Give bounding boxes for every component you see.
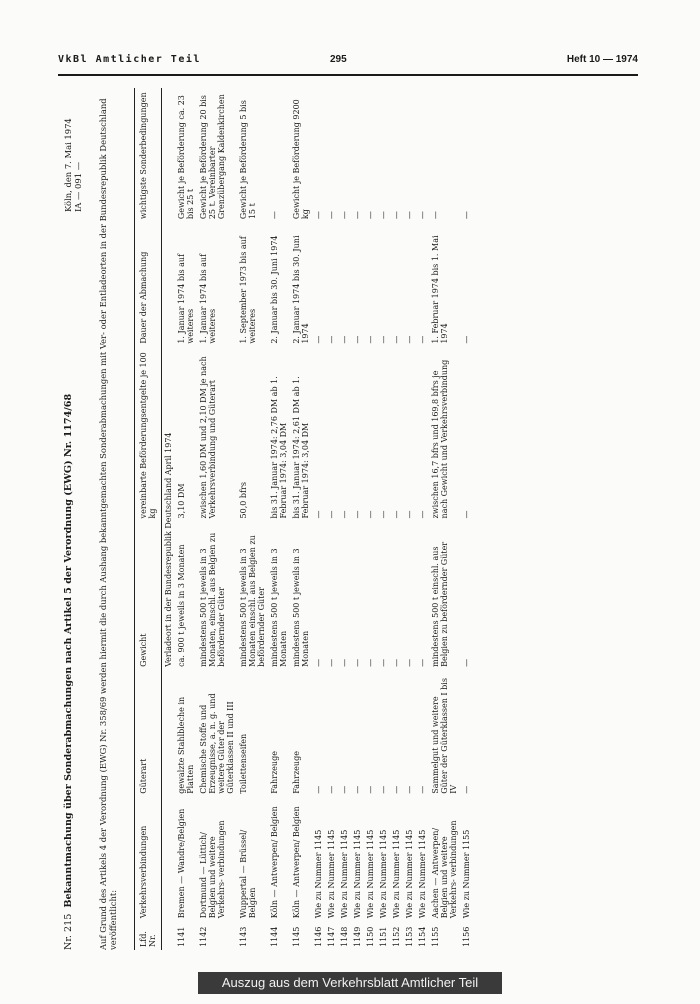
cell-verb: Wie zu Nummer 1145 — [405, 829, 414, 919]
cell-nr: 1153 — [405, 926, 414, 947]
table-row — [197, 88, 237, 950]
cell-nr: 1143 — [239, 926, 248, 947]
cell-nr: 1141 — [177, 926, 186, 947]
cell-sond: — — [418, 211, 427, 220]
cell-gew: mindestens 500 t jeweils in 3 Monaten einschl. aus Belgien zu befördernder Güter — [239, 535, 266, 667]
cell-nr: 1145 — [292, 926, 301, 947]
cell-ent: — — [340, 510, 349, 519]
cell-dauer: — — [462, 335, 471, 344]
cell-ent: bis 31. Januar 1974: 2,61 DM ab 1. Februar 1974: 3,04 DM — [292, 376, 310, 519]
cell-nr: 1152 — [392, 926, 401, 947]
col-header-entgelte: vereinbarte Beförderungsentgelte je 100 kg — [135, 347, 162, 522]
cell-gew: mindestens 500 t einschl. aus Belgien zu befördernder Güter — [431, 541, 449, 667]
cell-sond: Gewicht je Beförderung 9200 kg — [292, 99, 310, 220]
cell-gut: Chemische Stoffe und Erzeugnisse, a. n. g. und weitere Güter der Güterklassen II und III — [199, 693, 235, 794]
cell-dauer: 1. September 1973 bis auf weiteres — [239, 236, 257, 344]
cell-gew: — — [405, 658, 414, 667]
cell-sond: — — [392, 211, 401, 220]
cell-nr: 1148 — [340, 926, 349, 947]
cell-dauer: — — [366, 335, 375, 344]
document-title — [64, 394, 73, 950]
cell-gew: — — [314, 658, 323, 667]
table-row — [290, 88, 312, 950]
cell-sond: — — [270, 211, 279, 220]
cell-sond: — — [462, 211, 471, 220]
cell-gut: Fahrzeuge — [292, 751, 301, 794]
cell-gut: — — [353, 785, 362, 794]
header-issue: Heft 10 — 1974 — [566, 54, 638, 65]
cell-nr: 1149 — [353, 926, 362, 947]
cell-dauer: — — [392, 335, 401, 344]
cell-nr: 1156 — [462, 926, 471, 947]
table-row — [416, 88, 429, 950]
cell-verb: Dortmund — Lüttich/ Belgien und weitere Verkehrs- verbindungen — [199, 820, 226, 919]
cell-verb: Wuppertal — Brüssel/ Belgien — [239, 829, 257, 919]
cell-sond: — — [405, 211, 414, 220]
cell-ent: — — [418, 510, 427, 519]
cell-gew: — — [366, 658, 375, 667]
cell-sond: — — [379, 211, 388, 220]
col-header-gueterart: Güterart — [135, 670, 162, 797]
cell-gut: gewalzte Stahlbleche in Platten — [177, 696, 195, 794]
cell-gut: — — [366, 785, 375, 794]
cell-gew: — — [418, 658, 427, 667]
cell-nr: 1147 — [327, 926, 336, 947]
cell-gew: — — [462, 658, 471, 667]
table-row — [364, 88, 377, 950]
cell-dauer: — — [418, 335, 427, 344]
cell-ent: — — [379, 510, 388, 519]
cell-dauer: — — [379, 335, 388, 344]
cell-ent: bis 31. Januar 1974: 2,76 DM ab 1. Februar 1974: 3,04 DM — [270, 376, 288, 519]
col-header-nr: Lfd. Nr. — [135, 921, 162, 950]
cell-dauer: 1. Februar 1974 bis 1. Mai 1974 — [431, 235, 449, 344]
table-subheading-row — [162, 88, 176, 950]
cell-ent: zwischen 1,60 DM und 2,10 DM je nach Verkehrsverbindung und Güterart — [199, 356, 217, 519]
col-header-dauer: Dauer der Abmachung — [135, 222, 162, 347]
cell-nr: 1154 — [418, 926, 427, 947]
cell-verb: Aachen — Antwerpen/ Belgien und weitere Verkehrs- verbindungen — [431, 820, 458, 919]
cell-ent: — — [405, 510, 414, 519]
table-row — [268, 88, 290, 950]
col-header-sonderbedingungen: wichtigste Sonderbedingungen — [135, 88, 162, 222]
rotated-content — [62, 88, 640, 968]
cell-gew: — — [340, 658, 349, 667]
document-title-text: Bekanntmachung über Sonderabmachungen nach Artikel 5 der Verordnung (EWG) Nr. 1174/68 — [63, 393, 74, 908]
col-header-gewicht: Gewicht — [135, 521, 162, 669]
cell-sond: — — [314, 211, 323, 220]
cell-verb: Köln — Antwerpen/ Belgien — [292, 806, 301, 919]
reference-number: IA — 091 — — [72, 161, 83, 212]
table-row — [351, 88, 364, 950]
cell-sond: — — [340, 211, 349, 220]
cell-ent: 3,10 DM — [177, 483, 186, 519]
cell-gut: — — [462, 785, 471, 794]
cell-sond: — — [353, 211, 362, 220]
page-header — [58, 48, 638, 76]
cell-ent: — — [327, 510, 336, 519]
cell-verb: Wie zu Nummer 1145 — [418, 829, 427, 919]
cell-gut: — — [405, 785, 414, 794]
place-date-text: Köln, den 7. Mai 1974 — [63, 118, 73, 212]
table-row — [175, 88, 197, 950]
cell-verb: Wie zu Nummer 1145 — [314, 829, 323, 919]
col-header-verbindungen: Verkehrsverbindungen — [135, 797, 162, 922]
cell-gut: Sammelgut und weitere Güter der Güterklassen I bis IV — [431, 678, 458, 794]
cell-nr: 1150 — [366, 926, 375, 947]
footer-banner: Auszug aus dem Verkehrsblatt Amtlicher Teil — [198, 972, 502, 994]
cell-gut: — — [418, 785, 427, 794]
cell-gew: ca. 900 t jeweils in 3 Monaten — [177, 544, 186, 667]
cell-dauer: 2. Januar 1974 bis 30. Juni 1974 — [292, 235, 310, 344]
cell-verb: Köln — Antwerpen/ Belgien — [270, 806, 279, 919]
cell-gut: — — [392, 785, 401, 794]
table-row — [390, 88, 403, 950]
agreements-table — [134, 88, 473, 950]
cell-ent: 50,0 bfrs — [239, 482, 248, 519]
cell-dauer: — — [405, 335, 414, 344]
cell-sond: — — [327, 211, 336, 220]
cell-gew: — — [353, 658, 362, 667]
cell-gew: — — [379, 658, 388, 667]
cell-gew: mindestens 500 t jeweils in 3 Monaten — [270, 548, 288, 667]
cell-sond: Gewicht je Beförderung ca. 23 bis 25 t — [177, 95, 195, 220]
header-page-number: 295 — [330, 54, 347, 65]
cell-gew: — — [392, 658, 401, 667]
rotated-page — [62, 88, 640, 968]
cell-ent: — — [462, 510, 471, 519]
table-row — [429, 88, 460, 950]
cell-sond: — — [431, 211, 440, 220]
table-header-row — [135, 88, 162, 950]
cell-nr: 1144 — [270, 926, 279, 947]
cell-dauer: — — [314, 335, 323, 344]
table-row — [403, 88, 416, 950]
cell-verb: Wie zu Nummer 1145 — [340, 829, 349, 919]
cell-verb: Wie zu Nummer 1145 — [379, 829, 388, 919]
cell-nr: 1142 — [199, 926, 208, 947]
cell-dauer: — — [327, 335, 336, 344]
place-date — [64, 92, 84, 212]
cell-verb: Bremen — Wandre/Belgien — [177, 808, 186, 919]
cell-dauer: 2. Januar bis 30. Juni 1974 — [270, 235, 279, 344]
cell-gut: — — [314, 785, 323, 794]
intro-paragraph: Auf Grund des Artikels 4 der Verordnung (EWG) Nr. 358/69 werden hiermit die durch Aushang bekanntgemachten Sonderabmachungen mit Ver- oder Entladeorten in der Bundesrepublik Deutschland veröffentlicht: — [98, 98, 118, 950]
table-row — [237, 88, 268, 950]
cell-dauer: — — [340, 335, 349, 344]
cell-gut: — — [379, 785, 388, 794]
cell-verb: Wie zu Nummer 1145 — [327, 829, 336, 919]
cell-ent: zwischen 16,7 bfrs und 169,8 bfrs je nach Gewicht und Verkehrsverbindung — [431, 359, 449, 519]
cell-ent: — — [366, 510, 375, 519]
cell-dauer: 1. Januar 1974 bis auf weiteres — [199, 253, 217, 344]
cell-nr: 1155 — [431, 926, 440, 947]
cell-sond: — — [366, 211, 375, 220]
cell-verb: Wie zu Nummer 1155 — [462, 829, 471, 919]
cell-sond: Gewicht je Beförderung 5 bis 15 t — [239, 100, 257, 220]
cell-gew: — — [327, 658, 336, 667]
cell-dauer: — — [353, 335, 362, 344]
cell-ent: — — [392, 510, 401, 519]
table-row — [325, 88, 338, 950]
cell-nr: 1146 — [314, 926, 323, 947]
cell-gut: — — [340, 785, 349, 794]
table-row — [312, 88, 325, 950]
cell-gut: — — [327, 785, 336, 794]
cell-sond: Gewicht je Beförderung 20 bis 25 t. Vereinbarter Grenzübergang Kaldenkirchen — [199, 94, 226, 220]
document-number: Nr. 215 — [63, 913, 74, 950]
table-row — [377, 88, 390, 950]
cell-gew: mindestens 500 t jeweils in 3 Monaten — [292, 548, 310, 667]
cell-verb: Wie zu Nummer 1145 — [392, 829, 401, 919]
cell-verb: Wie zu Nummer 1145 — [366, 829, 375, 919]
table-row — [338, 88, 351, 950]
table-subheading: Verladeort in der Bundesrepublik Deutschland April 1974 — [164, 432, 173, 667]
cell-gut: Toilettenseifen — [239, 733, 248, 794]
cell-verb: Wie zu Nummer 1145 — [353, 829, 362, 919]
cell-gut: Fahrzeuge — [270, 751, 279, 794]
cell-ent: — — [353, 510, 362, 519]
table-row — [460, 88, 473, 950]
cell-nr: 1151 — [379, 926, 388, 947]
cell-ent: — — [314, 510, 323, 519]
cell-dauer: 1. Januar 1974 bis auf weiteres — [177, 253, 195, 344]
header-journal: VkBl Amtlicher Teil — [58, 54, 201, 65]
cell-gew: mindestens 500 t jeweils in 3 Monaten, einschl. aus Belgien zu befördernder Güter — [199, 532, 226, 667]
